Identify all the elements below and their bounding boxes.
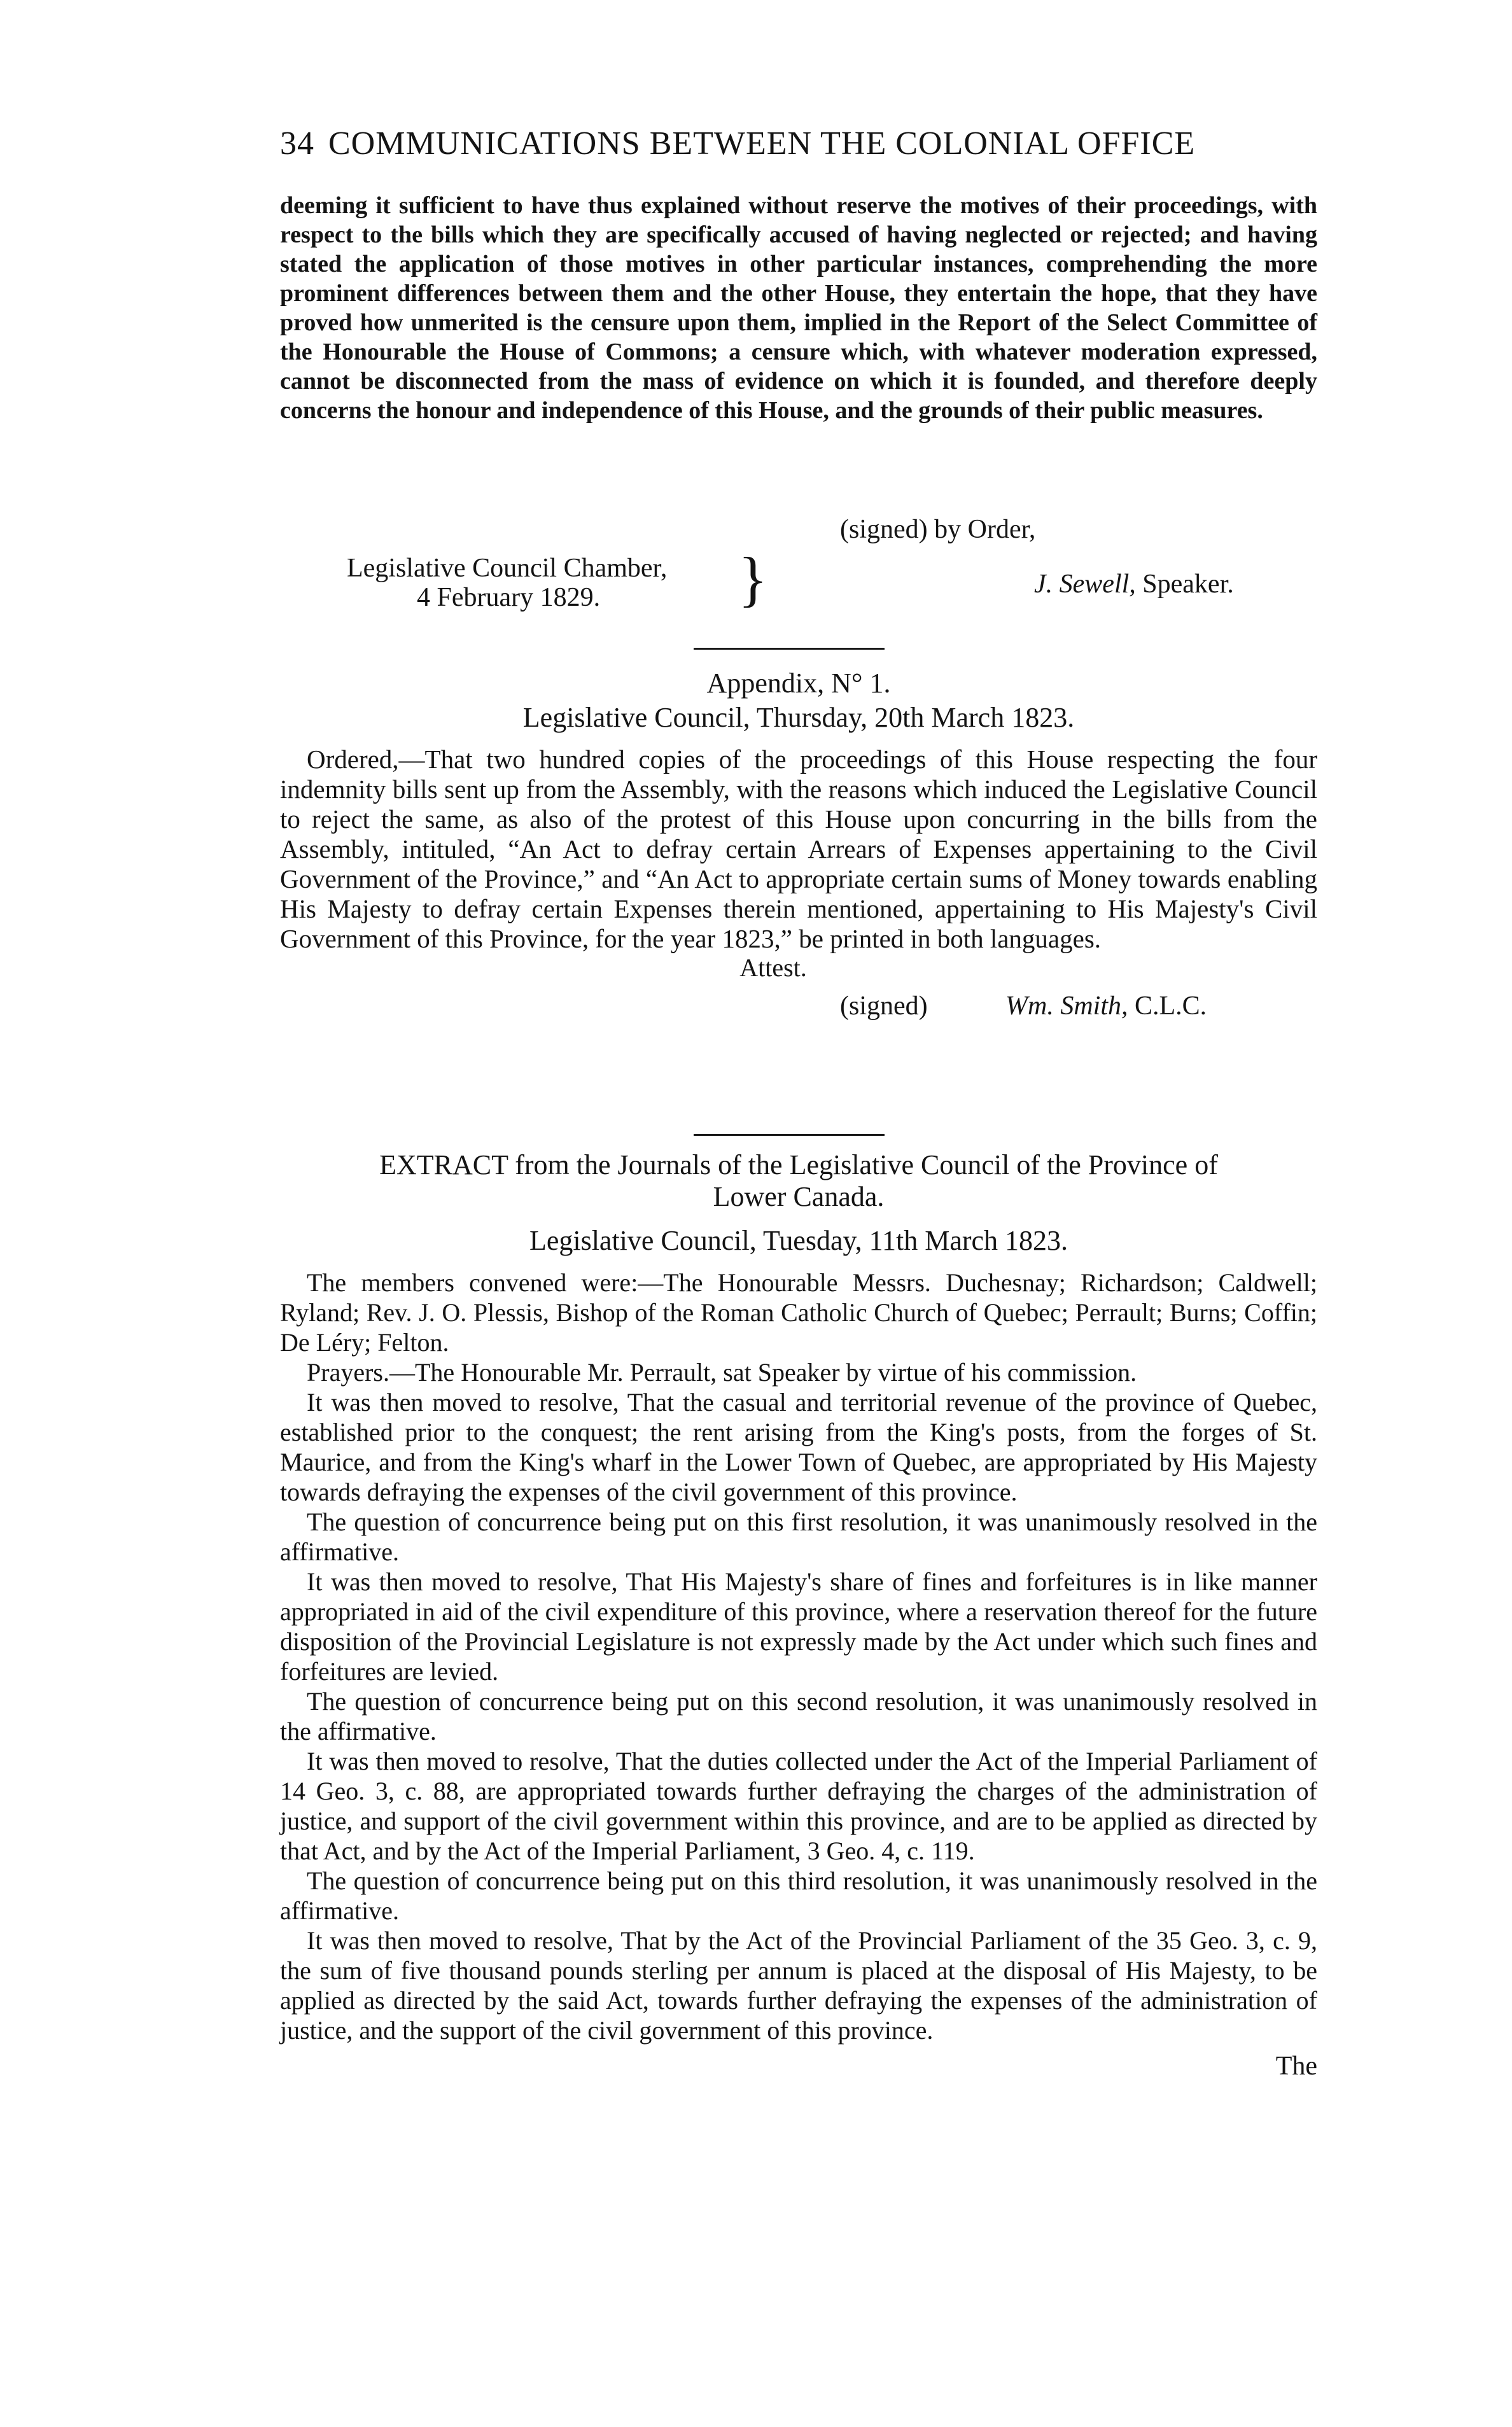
extract-dateline: Legislative Council, Tuesday, 11th March 1823. — [529, 1225, 1068, 1256]
signed-by-order: (signed) by Order, — [840, 515, 1036, 544]
appendix-signer-title: C.L.C. — [1135, 991, 1207, 1021]
section-divider-2 — [694, 1134, 885, 1136]
extract-paragraph: It was then moved to resolve, That the casual and territorial revenue of the province of Quebec, established prior to the conquest; the rent arising from the King's posts, from the forges of St. Maurice, and from the King's wharf in the Lower Town of Quebec, are appropriated by His Majesty towards defraying the expenses of the civil government of this province. — [280, 1388, 1317, 1506]
extract-paragraph: Prayers.—The Honourable Mr. Perrault, sat Speaker by virtue of his commission. — [307, 1358, 1137, 1387]
extract-paragraph: It was then moved to resolve, That by the Act of the Provincial Parliament of the 35 Geo. 3, c. 9, the sum of five thousand pounds sterling per annum is placed at the disposal of His Majesty, to be applied as directed by the said Act, towards further defraying the expenses of the administration of justice, and the support of the civil government of this province. — [280, 1926, 1317, 2045]
extract-paragraph: It was then moved to resolve, That the duties collected under the Act of the Imperial Parliament of 14 Geo. 3, c. 88, are appropriated towards further defraying the charges of the administration of justice, and support of the civil government within this province, and are to be applied as directed by that Act, and by the Act of the Imperial Parliament, 3 Geo. 4, c. 119. — [280, 1747, 1317, 1865]
section-divider — [694, 648, 885, 650]
extract-paragraph: The question of concurrence being put on this first resolution, it was unanimously resolved in the affirmative. — [280, 1507, 1317, 1566]
extract-body — [280, 1268, 1317, 2045]
appendix-signature — [280, 982, 1317, 1021]
chamber-place: Legislative Council Chamber, — [347, 554, 668, 583]
extract-heading-line2: Lower Canada. — [713, 1181, 885, 1212]
running-title: COMMUNICATIONS BETWEEN THE COLONIAL OFFICE — [328, 125, 1196, 162]
opening-paragraph: deeming it sufficient to have thus explained without reserve the motives of their proceedings, with respect to the bills which they are specifically accused of having neglected or rejected; and having stated the application of those motives in other particular instances, comprehending the more prominent differences between them and the other House, they entertain the hope, that they have proved how unmerited is the censure upon them, implied in the Report of the Select Committee of the Honourable the House of Commons; a censure which, with whatever moderation expressed, cannot be disconnected from the mass of evidence on which it is founded, and therefore deeply concerns the honour and independence of this House, and the grounds of their public measures. — [280, 192, 1317, 424]
extract-paragraph: It was then moved to resolve, That His Majesty's share of fines and forfeitures is in like manner appropriated in aid of the civil expenditure of this province, where a reservation thereof for the future disposition of the Provincial Legislature is not expressly made by the Act under which such fines and forfeitures are levied. — [280, 1567, 1317, 1686]
signer-name: J. Sewell, — [1034, 570, 1136, 599]
opening-section — [280, 191, 1317, 425]
appendix-title: Appendix, N° 1. — [706, 668, 891, 699]
extract-heading-line1: EXTRACT from the Journals of the Legislative Council of the Province of — [379, 1149, 1218, 1180]
catchword: The — [1275, 2052, 1317, 2081]
brace-glyph: } — [738, 545, 768, 613]
running-header — [280, 125, 1317, 162]
extract-paragraph: The question of concurrence being put on this second resolution, it was unanimously resolved in the affirmative. — [280, 1687, 1317, 1745]
extract-paragraph: The question of concurrence being put on this third resolution, it was unanimously resolved in the affirmative. — [280, 1866, 1317, 1925]
appendix-section — [280, 667, 1317, 1021]
chamber-date: 4 February 1829. — [417, 583, 601, 612]
signer — [1034, 569, 1234, 599]
appendix-paragraph: Ordered,—That two hundred copies of the proceedings of this House respecting the four indemnity bills sent up from the Assembly, with the reasons which induced the Legislative Council to reject the same, as also of the protest of this House upon concurring in the bills from the Assembly, intituled, “An Act to defray certain Arrears of Expenses appertaining to the Civil Government of the Province,” and “An Act to appropriate certain sums of Money towards enabling His Majesty to defray certain Expenses therein mentioned, appertaining to His Majesty's Civil Government of this Province, for the year 1823,” be printed in both languages. — [280, 745, 1317, 953]
signer-title: Speaker. — [1142, 570, 1234, 599]
appendix-signer-name: Wm. Smith, — [1005, 991, 1128, 1021]
chamber-place-date — [347, 554, 667, 612]
attest: Attest. — [739, 953, 807, 982]
extract-paragraph: The members convened were:—The Honourable Messrs. Duchesnay; Richardson; Caldwell; Ryland; Rev. J. O. Plessis, Bishop of the Roman Catholic Church of Quebec; Perrault; Burns; Coffin; De Léry; Felton. — [280, 1268, 1317, 1357]
appendix-signed-label: (signed) — [840, 991, 928, 1021]
appendix-signer — [1005, 991, 1207, 1021]
signature-block — [280, 514, 1317, 629]
appendix-dateline: Legislative Council, Thursday, 20th March 1823. — [522, 702, 1075, 733]
extract-section — [280, 1149, 1317, 2082]
page-number: 34 — [280, 125, 314, 162]
